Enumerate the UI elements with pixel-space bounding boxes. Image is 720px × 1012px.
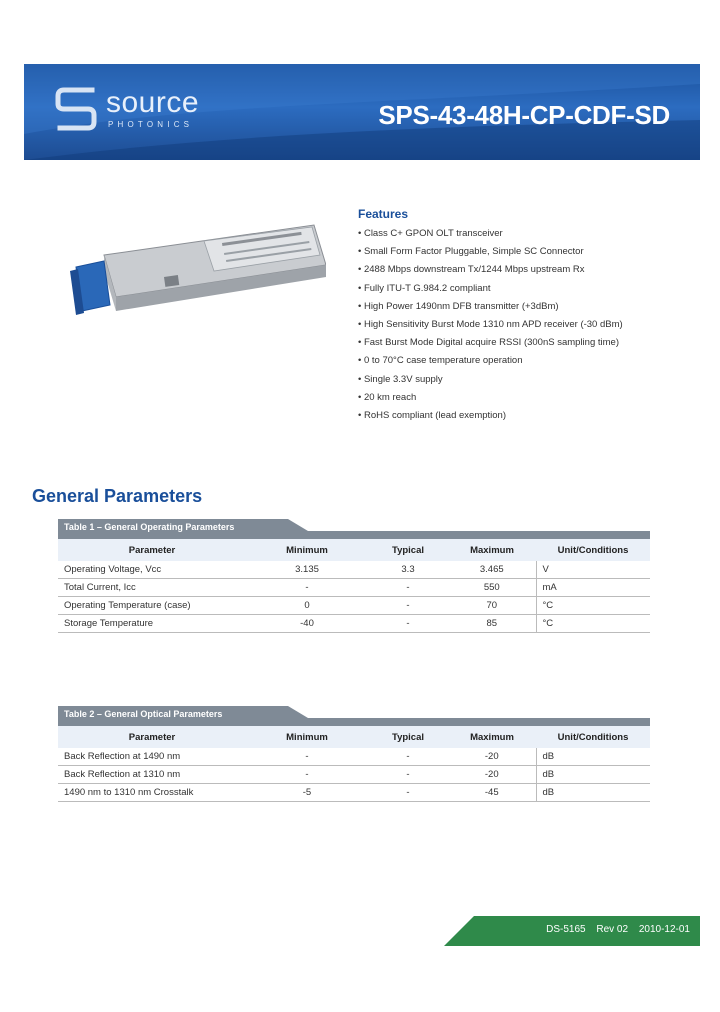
doc-id: DS-5165: [546, 924, 586, 935]
header-unit: Unit/Conditions: [536, 726, 650, 748]
cell-typical: -: [368, 597, 448, 615]
cell-minimum: -: [246, 748, 368, 766]
cell-unit: mA: [536, 579, 650, 597]
cell-maximum: -20: [448, 748, 536, 766]
header-minimum: Minimum: [246, 539, 368, 561]
header-maximum: Maximum: [448, 539, 536, 561]
cell-parameter: Back Reflection at 1490 nm: [58, 748, 246, 766]
table-row: [58, 748, 650, 766]
header-minimum: Minimum: [246, 726, 368, 748]
cell-typical: -: [368, 784, 448, 802]
part-number-title: SPS-43-48H-CP-CDF-SD: [378, 100, 670, 130]
cell-minimum: 3.135: [246, 561, 368, 579]
cell-unit: V: [536, 561, 650, 579]
cell-unit: dB: [536, 766, 650, 784]
cell-parameter: Back Reflection at 1310 nm: [58, 766, 246, 784]
cell-typical: -: [368, 579, 448, 597]
footer-text: [538, 924, 690, 935]
feature-item: • 20 km reach: [358, 391, 417, 403]
table-grid: [58, 539, 650, 633]
table-row: [58, 597, 650, 615]
cell-typical: -: [368, 748, 448, 766]
header-unit: Unit/Conditions: [536, 539, 650, 561]
feature-item: • Fast Burst Mode Digital acquire RSSI (300nS sampling time): [358, 337, 619, 349]
cell-parameter: Operating Temperature (case): [58, 597, 246, 615]
logo-name: source: [106, 86, 200, 119]
logo-subtitle: PHOTONICS: [108, 120, 194, 129]
table-grid: [58, 726, 650, 802]
table-caption: Table 1 – General Operating Parameters: [64, 522, 235, 532]
feature-item: • Class C+ GPON OLT transceiver: [358, 228, 503, 239]
footer-bar: [444, 916, 700, 946]
cell-typical: -: [368, 615, 448, 633]
cell-parameter: Total Current, Icc: [58, 579, 246, 597]
features-list: [358, 225, 698, 425]
operating-parameters-table: [58, 519, 650, 633]
header-banner: [24, 64, 700, 160]
table-row: [58, 561, 650, 579]
feature-item: • Small Form Factor Pluggable, Simple SC Connector: [358, 246, 584, 258]
cell-maximum: 85: [448, 615, 536, 633]
optical-parameters-table: [58, 706, 650, 802]
feature-item: • High Sensitivity Burst Mode 1310 nm APD receiver (-30 dBm): [358, 319, 623, 331]
cell-minimum: -40: [246, 615, 368, 633]
cell-typical: 3.3: [368, 561, 448, 579]
header-parameter: Parameter: [58, 726, 246, 748]
source-logo-icon: [54, 84, 98, 134]
cell-parameter: Operating Voltage, Vcc: [58, 561, 246, 579]
cell-maximum: 3.465: [448, 561, 536, 579]
revision: Rev 02: [596, 924, 629, 935]
cell-minimum: -5: [246, 784, 368, 802]
transceiver-image: [64, 215, 326, 335]
feature-item: • High Power 1490nm DFB transmitter (+3dBm): [358, 300, 559, 312]
cell-maximum: 70: [448, 597, 536, 615]
features-heading: Features: [358, 207, 409, 221]
table-row: [58, 579, 650, 597]
table-caption-bar: [58, 706, 650, 726]
header-parameter: Parameter: [58, 539, 246, 561]
cell-typical: -: [368, 766, 448, 784]
feature-item: • Single 3.3V supply: [358, 373, 443, 385]
cell-maximum: -20: [448, 766, 536, 784]
cell-unit: dB: [536, 748, 650, 766]
company-logo: [54, 84, 244, 134]
cell-unit: °C: [536, 597, 650, 615]
table-caption: Table 2 – General Optical Parameters: [64, 709, 223, 719]
cell-unit: °C: [536, 615, 650, 633]
cell-maximum: 550: [448, 579, 536, 597]
cell-minimum: -: [246, 579, 368, 597]
header-typical: Typical: [368, 726, 448, 748]
feature-item: • Fully ITU-T G.984.2 compliant: [358, 282, 491, 294]
feature-item: • 2488 Mbps downstream Tx/1244 Mbps upstream Rx: [358, 264, 585, 276]
cell-maximum: -45: [448, 784, 536, 802]
feature-item: • RoHS compliant (lead exemption): [358, 410, 507, 422]
header-typical: Typical: [368, 539, 448, 561]
section-title: General Parameters: [32, 486, 203, 506]
table-row: [58, 784, 650, 802]
table-row: [58, 766, 650, 784]
cell-minimum: -: [246, 766, 368, 784]
table-header-row: [58, 539, 650, 561]
table-caption-bar: [58, 519, 650, 539]
cell-parameter: Storage Temperature: [58, 615, 246, 633]
cell-unit: dB: [536, 784, 650, 802]
header-maximum: Maximum: [448, 726, 536, 748]
table-header-row: [58, 726, 650, 748]
features-section: [358, 207, 698, 425]
release-date: 2010-12-01: [638, 924, 690, 935]
feature-item: • 0 to 70°C case temperature operation: [358, 355, 523, 367]
table-row: [58, 615, 650, 633]
cell-minimum: 0: [246, 597, 368, 615]
cell-parameter: 1490 nm to 1310 nm Crosstalk: [58, 784, 246, 802]
